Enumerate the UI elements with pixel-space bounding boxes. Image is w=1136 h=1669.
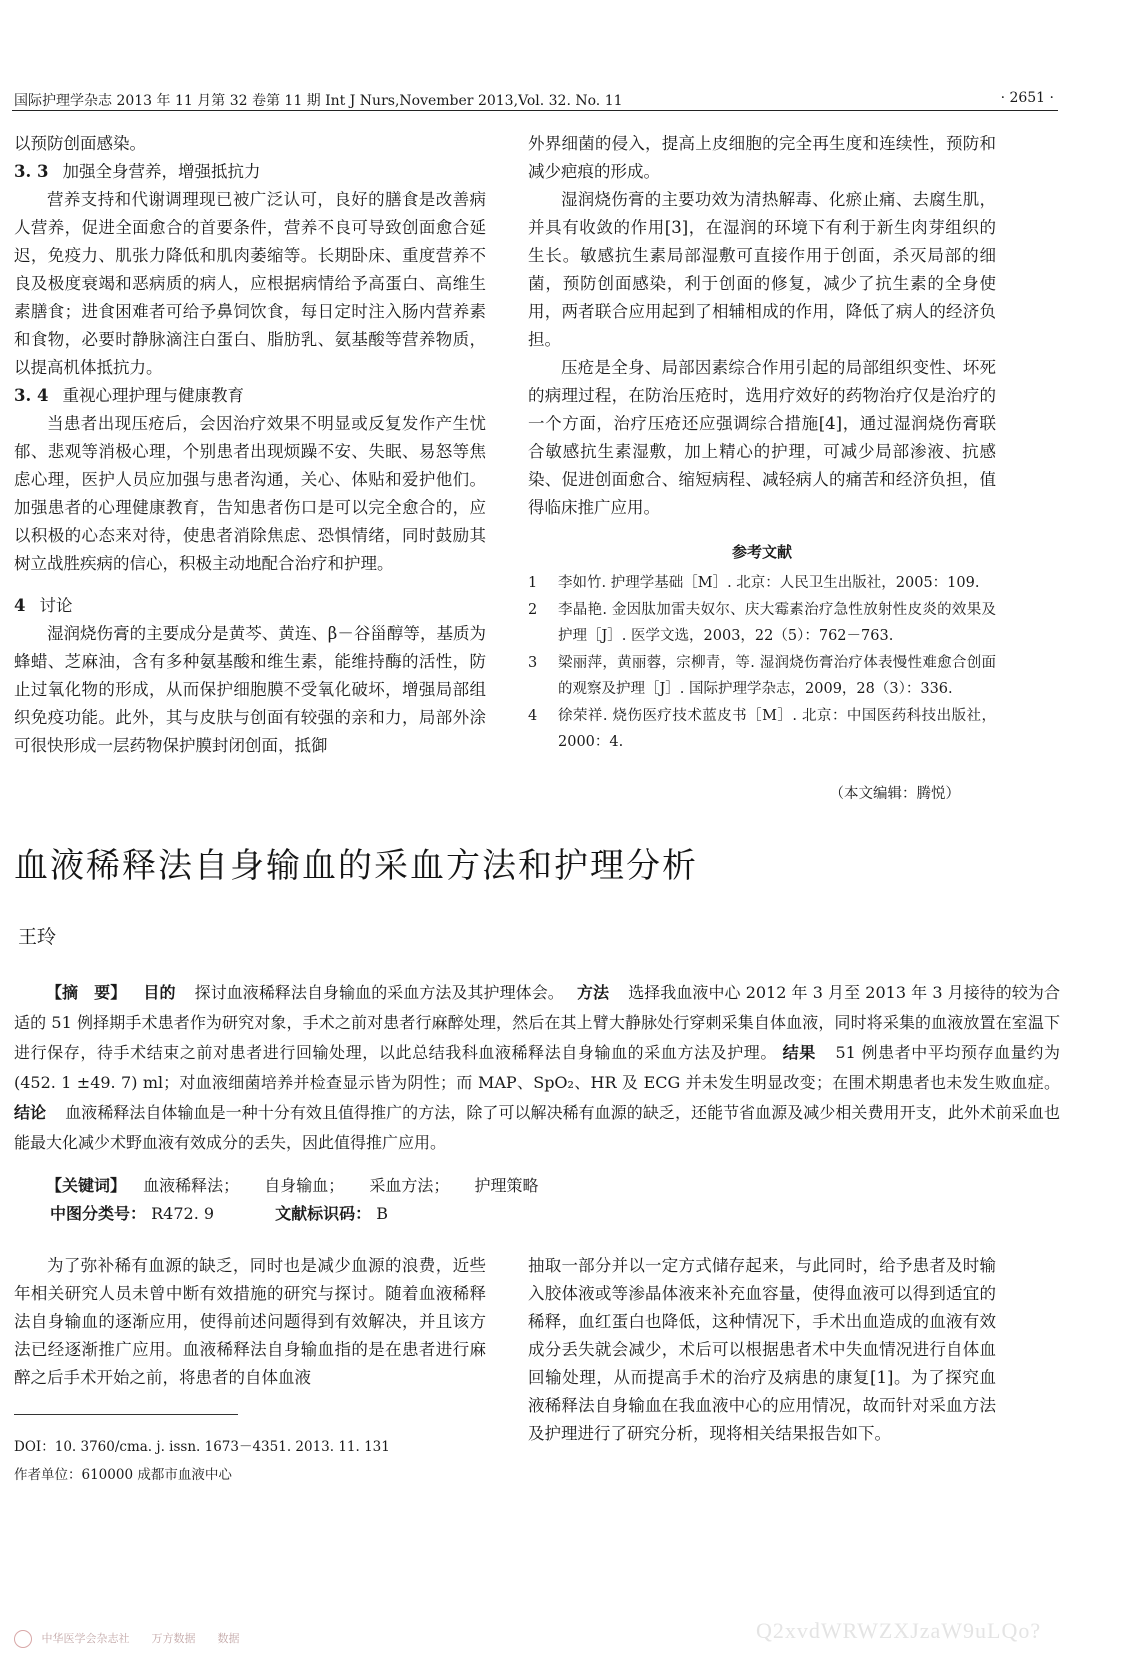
article-title: 血液稀释法自身输血的采血方法和护理分析 [14, 846, 698, 886]
result-label: 结果 [782, 1043, 816, 1062]
paragraph: 营养支持和代谢调理现已被广泛认可，良好的膳食是改善病人营养，促进全面愈合的首要条件，营养不良可导致创面愈合延迟，免疫力、肌张力降低和肌肉萎缩等。长期卧床、重度营养不良及极度衰竭和恶病质的病人，应根据病情给予高蛋白、高维生素膳食；进食困难者可给予鼻饲饮食，每日定时注入肠内营养素和食物，必要时静脉滴注白蛋白、脂肪乳、氨基酸等营养物质，以提高机体抵抗力。 [14, 190, 486, 377]
cls-label: 中图分类号： [50, 1204, 147, 1223]
paragraph: 当患者出现压疮后，会因治疗效果不明显或反复发作产生忧郁、悲观等消极心理，个别患者出现烦躁不安、失眠、易怒等焦虑心理，医护人员应加强与患者沟通，关心、体贴和爱护他们。加强患者的心理健康教育，告知患者伤口是可以完全愈合的，应以积极的心态来对待，使患者消除焦虑、恐惧情绪，同时鼓励其树立战胜疾病的信心，积极主动地配合治疗和护理。 [14, 414, 486, 573]
page-number: · 2651 · [1000, 90, 1054, 106]
references-heading: 参考文献 [731, 543, 792, 561]
header-rule [12, 110, 1058, 111]
doc-code-value: B [376, 1204, 389, 1223]
conclusion-label: 结论 [14, 1103, 47, 1122]
doi: DOI：10. 3760/cma. j. issn. 1673－4351. 2013. 11. 131 [14, 1439, 390, 1455]
journal-info: 国际护理学杂志 2013 年 11 月第 32 卷第 11 期 Int J Nurs,November 2013,Vol. 32. No. 11 [14, 93, 623, 109]
footnote [14, 1433, 390, 1489]
editor-note: （本文编辑：腾悦） [829, 785, 960, 802]
abstract [14, 978, 1060, 1158]
method-text: 选择我血液中心 2012 年 3 月至 2013 年 3 月接待的较为合适的 51 例择期手术患者作为研究对象，手术之前对患者行麻醉处理，然后在其上臂大静脉处行穿刺采集自体血液，同时将采集的血液放置在室温下进行保存，待手术结束之前对患者进行回输处理，以此总结我科血液稀释法自身输血的采血方法及护理。 [14, 983, 1060, 1062]
paragraph: 压疮是全身、局部因素综合作用引起的局部组织变性、坏死的病理过程，在防治压疮时，选用疗效好的药物治疗仅是治疗的一个方面，治疗压疮还应强调综合措施[4]，通过湿润烧伤膏联合敏感抗生素湿敷，加上精心的护理，可减少局部渗液、抗感染、促进创面愈合、缩短病程、减轻病人的痛苦和经济负担，值得临床推广应用。 [528, 358, 996, 517]
doc-code-label: 文献标识码： [275, 1204, 372, 1223]
keywords-block [46, 1172, 1046, 1228]
paragraph: 外界细菌的侵入，提高上皮细胞的完全再生度和连续性，预防和减少疤痕的形成。 [528, 134, 996, 181]
purpose-text: 探讨血液稀释法自身输血的采血方法及其护理体会。 [194, 983, 564, 1002]
body-right-column [528, 1252, 996, 1448]
reference-item: 4 徐荣祥. 烧伤医疗技术蓝皮书［M］. 北京：中国医药科技出版社，2000：4. [528, 707, 996, 750]
right-column [528, 130, 996, 808]
keyword: 护理策略 [474, 1176, 539, 1195]
text-watermark: Q2xvdWRWZXJzaW9uLQo? [756, 1618, 1042, 1643]
reference-item: 3 梁丽萍，黄丽蓉，宗柳青，等. 湿润烧伤膏治疗体表慢性难愈合创面的观察及护理［J］. 国际护理学杂志，2009，28（3）：336. [528, 654, 996, 697]
classification-line [46, 1200, 1046, 1228]
paragraph: 为了弥补稀有血源的缺乏，同时也是减少血源的浪费，近些年相关研究人员未曾中断有效措施的研究与探讨。随着血液稀释法自身输血的逐渐应用，使得前述问题得到有效解决，并且该方法已经逐渐推广应用。血液稀释法自身输血指的是在患者进行麻醉之后手术开始之前，将患者的自体血液 [14, 1256, 486, 1387]
running-header [14, 90, 1054, 112]
body-left-column [14, 1252, 486, 1392]
footnote-rule [14, 1414, 238, 1415]
section-heading-3-3: 3. 3 加强全身营养，增强抵抗力 [14, 162, 261, 181]
cls-value: R472. 9 [151, 1204, 215, 1223]
publisher-watermark: 中华医学会杂志社 万方数据 数据 [14, 1630, 240, 1648]
method-label: 方法 [576, 983, 610, 1002]
paragraph: 以预防创面感染。 [14, 134, 146, 153]
keyword: 采血方法； [369, 1176, 450, 1195]
keywords-label: 【关键词】 [46, 1176, 127, 1195]
paragraph: 湿润烧伤膏的主要功效为清热解毒、化瘀止痛、去腐生肌，并具有收敛的作用[3]，在湿润的环境下有利于新生肉芽组织的生长。敏感抗生素局部湿敷可直接作用于创面，杀灭局部的细菌，预防创面感染，利于创面的修复，减少了抗生素的全身使用，两者联合应用起到了相辅相成的作用，降低了病人的经济负担。 [528, 190, 996, 349]
purpose-label: 目的 [143, 983, 176, 1002]
result-text: 51 例患者中平均预存血量约为(452. 1 ±49. 7) ml；对血液细菌培养并检查显示皆为阴性；而 MAP、SpO₂、HR 及 ECG 并未发生明显改变；在围术期患者也未发生败血症。 [14, 1043, 1060, 1092]
reference-item: 1 李如竹. 护理学基础［M］. 北京：人民卫生出版社，2005：109. [528, 575, 980, 591]
abstract-label: 【摘 要】 [46, 983, 127, 1002]
left-column [14, 130, 486, 760]
author-unit: 作者单位：610000 成都市血液中心 [14, 1467, 232, 1483]
paragraph: 湿润烧伤膏的主要成分是黄芩、黄连、β－谷甾醇等，基质为蜂蜡、芝麻油，含有多种氨基酸和维生素，能维持酶的活性，防止过氧化物的形成，从而保护细胞膜不受氧化破坏，增强局部组织免疫功能。此外，其与皮肤与创面有较强的亲和力，局部外涂可很快形成一层药物保护膜封闭创面，抵御 [14, 624, 486, 755]
section-heading-4: 4 讨论 [14, 596, 73, 615]
article-author: 王玲 [18, 926, 57, 948]
keyword: 血液稀释法； [143, 1176, 240, 1195]
keyword: 自身输血； [264, 1176, 345, 1195]
section-heading-3-4: 3. 4 重视心理护理与健康教育 [14, 386, 244, 405]
reference-item: 2 李晶艳. 金因肽加雷夫奴尔、庆大霉素治疗急性放射性皮炎的效果及护理［J］. 医学文选，2003，22（5）：762－763. [528, 601, 996, 644]
reference-list [528, 570, 996, 756]
conclusion-text: 血液稀释法自体输血是一种十分有效且值得推广的方法，除了可以解决稀有血源的缺乏，还能节省血源及减少相关费用开支，此外术前采血也能最大化减少术野血液有效成分的丢失，因此值得推广应用。 [14, 1103, 1060, 1152]
paragraph: 抽取一部分并以一定方式储存起来，与此同时，给予患者及时输入胶体液或等渗晶体液来补充血容量，使得血液可以得到适宜的稀释，血红蛋白也降低，这种情况下，手术出血造成的血液有效成分丢失就会减少，术后可以根据患者术中失血情况进行自体血回输处理，从而提高手术的治疗及病患的康复[1]。为了探究血液稀释法自身输血在我血液中心的应用情况，故而针对采血方法及护理进行了研究分析，现将相关结果报告如下。 [528, 1256, 996, 1443]
seal-icon [14, 1630, 32, 1648]
